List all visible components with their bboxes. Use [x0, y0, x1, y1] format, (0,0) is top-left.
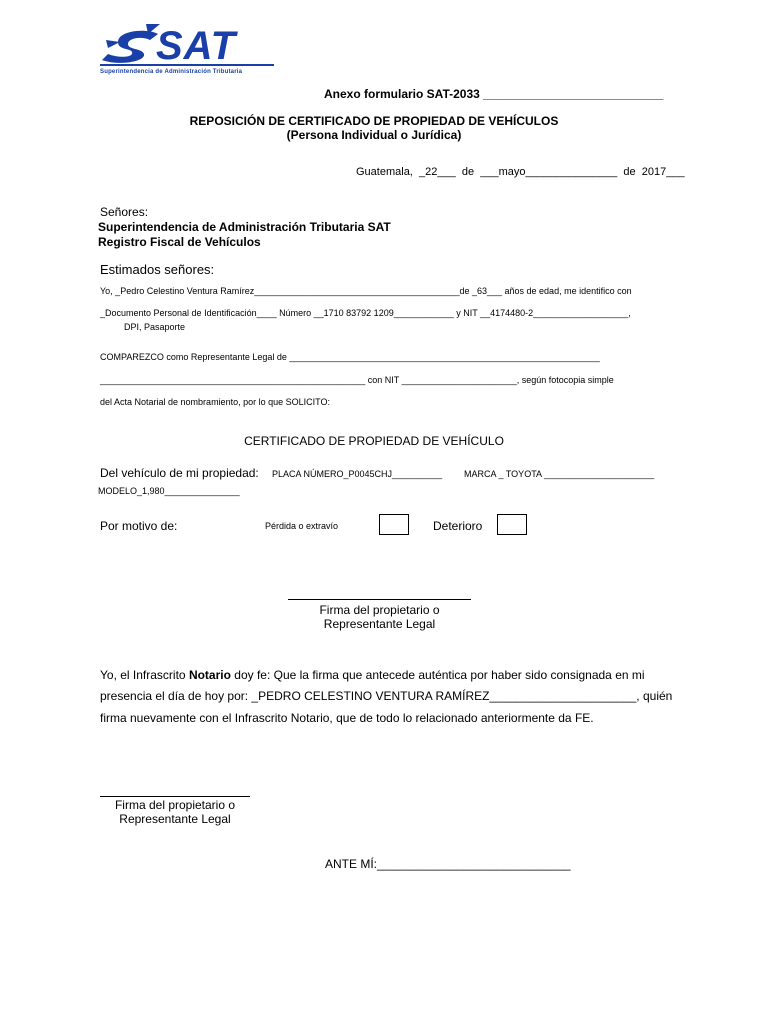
signature-1-caption-2: Representante Legal [323, 617, 436, 631]
body-line-2: _Documento Personal de Identificación____ Número __1710 83792 1209____________ y NIT __4174480-2___________________, [100, 308, 631, 318]
date-line [356, 166, 685, 178]
body-line-6: del Acta Notarial de nombramiento, por lo que SOLICITO: [100, 397, 330, 407]
notary-line-1-start: Yo, el Infrascrito [100, 668, 189, 682]
recipient-line-1: Superintendencia de Administración Tributaria SAT [98, 220, 391, 234]
notary-line-3: firma nuevamente con el Infrascrito Notario, que de todo lo relacionado anteriormente da FE. [100, 711, 594, 725]
signature-1-caption-1: Firma del propietario o [319, 603, 440, 617]
body-line-3: DPI, Pasaporte [124, 322, 186, 332]
date-month: ___mayo_______________ [480, 166, 618, 178]
date-day: _22___ [419, 166, 456, 178]
vehicle-label: Del vehículo de mi propiedad: [100, 466, 259, 480]
vehicle-brand: MARCA _ TOYOTA ______________________ [464, 469, 655, 479]
sat-tagline: Superintendencia de Administración Tributaria [100, 69, 243, 75]
notary-line-1 [100, 668, 688, 682]
signature-2-caption-2: Representante Legal [119, 812, 231, 826]
reason-label: Por motivo de: [100, 519, 178, 533]
vehicle-model: MODELO_1,980_______________ [98, 486, 240, 496]
date-de-2: de [623, 166, 636, 178]
notary-word: Notario [188, 668, 231, 682]
salutation: Estimados señores: [100, 262, 215, 277]
ante-mi-line: ANTE MÍ:_____________________________ [325, 857, 571, 871]
body-line-5: _____________________________________________________ con NIT _______________________, según fotocopia simple [100, 375, 614, 385]
document-subtitle: (Persona Individual o Jurídica) [286, 128, 462, 142]
date-year: 2017___ [641, 166, 685, 178]
recipient-line-2: Registro Fiscal de Vehículos [98, 235, 261, 249]
recipient-greeting: Señores: [100, 205, 149, 219]
body-line-1: Yo, _Pedro Celestino Ventura Ramírez_________________________________________de _63___ años de edad, me identifico con [100, 286, 632, 296]
notary-line-1-end: doy fe: Que la firma que antecede auténtica por haber sido consignada en mi [230, 668, 645, 682]
section-title: CERTIFICADO DE PROPIEDAD DE VEHÍCULO [244, 434, 504, 448]
annex-line: Anexo formulario SAT-2033 ___________________________ [324, 87, 664, 101]
date-place: Guatemala, [356, 166, 413, 178]
vehicle-plate: PLACA NÚMERO_P0045CHJ__________ [272, 469, 443, 479]
signature-line-1 [288, 599, 471, 600]
notary-line-2: presencia el día de hoy por: _PEDRO CELESTINO VENTURA RAMÍREZ______________________, quién [100, 689, 673, 703]
reason-loss-checkbox[interactable] [379, 514, 409, 535]
reason-option-damage-label: Deterioro [433, 519, 483, 533]
reason-damage-checkbox[interactable] [497, 514, 527, 535]
sat-wordmark: SAT [156, 24, 237, 68]
date-de-1: de [461, 166, 475, 178]
reason-option-loss-label: Pérdida o extravío [265, 521, 339, 531]
document-title: REPOSICIÓN DE CERTIFICADO DE PROPIEDAD DE VEHÍCULOS [189, 114, 559, 128]
signature-line-2 [100, 796, 250, 797]
body-line-4: COMPAREZCO como Representante Legal de ______________________________________________________________ [100, 352, 600, 362]
signature-2-caption-1: Firma del propietario o [114, 798, 236, 812]
